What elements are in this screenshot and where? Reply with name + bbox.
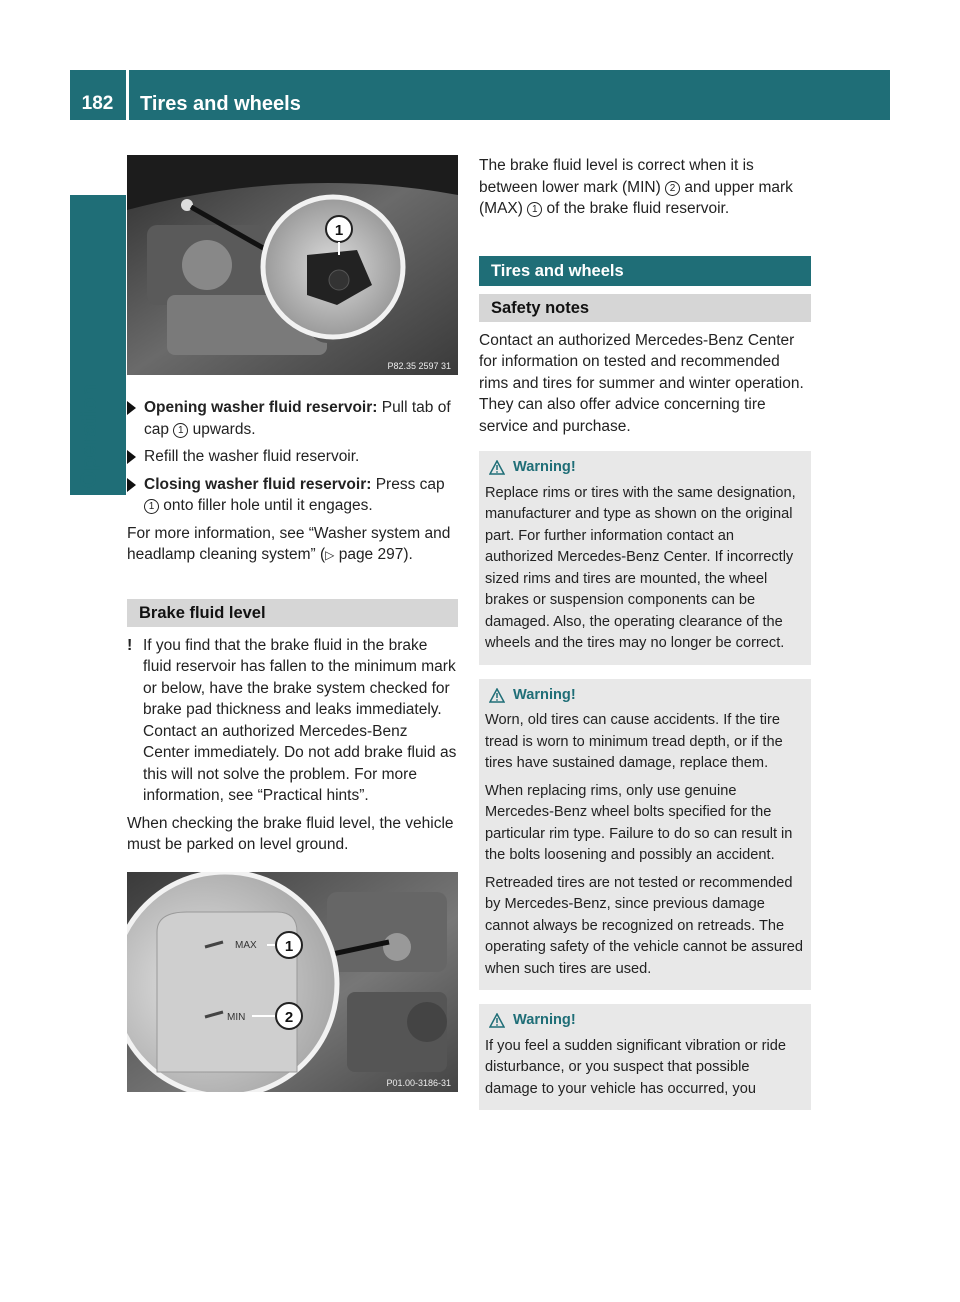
step-open-reservoir: Opening washer fluid reservoir: Pull tab of cap 1 upwards.	[127, 397, 458, 440]
safety-notes-text: Contact an authorized Mercedes-Benz Center for information on tested and recommended rims and tires for summer and winter operation. They can also offer advice concerning tire service and purchase.	[479, 331, 804, 435]
svg-text:MAX: MAX	[235, 939, 257, 951]
warning-box-1: Warning! Replace rims or tires with the same designation, manufacturer and type as shown on the original part. For further information contact an authorized Mercedes-Benz Center. If incorrectly sized rims and tires are mounted, the wheel brakes or suspension components can be damaged. Also, the operating clearance of the wheels and the tires may no longer be correct.	[479, 451, 811, 665]
warning-triangle-icon	[489, 688, 505, 703]
callout-1: 1	[173, 423, 188, 438]
warning-heading: Warning!	[485, 685, 805, 707]
brake-reservoir-photo	[127, 872, 458, 1092]
tires-wheels-heading: Tires and wheels	[479, 256, 811, 286]
page-title: Tires and wheels	[140, 93, 301, 115]
header-divider	[126, 70, 129, 120]
brake-note: ! If you find that the brake fluid in the brake fluid reservoir has fallen to the minimum mark or below, have the brake system checked for brake pad thickness and leaks immediately. Contact an authorized Mercedes-Benz Center immediately. Do not add brake fluid as this will not solve the problem. For more information, see “Practical hints”.	[127, 636, 457, 804]
svg-text:1: 1	[334, 222, 344, 239]
svg-text:2: 2	[284, 1008, 294, 1026]
step-refill: Refill the washer fluid reservoir.	[127, 446, 458, 468]
brake-check-text: When checking the brake fluid level, the vehicle must be parked on level ground.	[127, 814, 454, 853]
brake-fluid-heading: Brake fluid level	[127, 599, 458, 627]
warning-heading: Warning!	[485, 457, 805, 479]
step-arrow-icon	[127, 450, 136, 464]
page-number: 182	[81, 93, 114, 114]
side-tab-label: Operation	[76, 384, 101, 488]
page-ref-link[interactable]: page 297).	[334, 546, 413, 563]
warning-heading: Warning!	[485, 1010, 805, 1032]
warning-box-3: Warning! If you feel a sudden significant vibration or ride disturbance, or you suspect that possible damage to your vehicle has occurred, you	[479, 1004, 811, 1110]
warning-box-2: Warning! Worn, old tires can cause accidents. If the tire tread is worn to minimum tread depth, or if the tires have sustained damage, replace them. When replacing rims, only use genuine Mercedes-Benz wheel bolts specified for the particular rim type. Failure to do so can result in the bolts loosening and possibly an accident. Retreaded tires are not tested or recommended by Mercedes-Benz, since previous damage cannot always be recognized on retreads. The operating safety of the vehicle cannot be assured when such tires are used.	[479, 679, 811, 991]
page-ref-arrow-icon: ▷	[325, 548, 335, 562]
callout-2: 2	[665, 181, 680, 196]
safety-notes-heading: Safety notes	[479, 294, 811, 322]
callout-1: 1	[144, 499, 159, 514]
right-column	[479, 155, 811, 1122]
more-info-text: For more information, see “Washer system and headlamp cleaning system” (▷ page 297).	[127, 524, 451, 563]
svg-text:MIN: MIN	[227, 1011, 246, 1023]
callout-1: 1	[527, 202, 542, 217]
warning-triangle-icon	[489, 1013, 505, 1028]
brake-level-text: The brake fluid level is correct when it is between lower mark (MIN) 2 and upper mark (MAX) 1 of the brake fluid reservoir.	[479, 157, 793, 217]
step-arrow-icon	[127, 478, 136, 492]
exclamation-icon: !	[127, 636, 133, 654]
step-arrow-icon	[127, 401, 136, 415]
step-close-reservoir: Closing washer fluid reservoir: Press cap 1 onto filler hole until it engages.	[127, 474, 458, 517]
washer-reservoir-photo	[127, 155, 458, 375]
svg-text:P82.35 2597 31: P82.35 2597 31	[387, 361, 451, 371]
warning-triangle-icon	[489, 460, 505, 475]
svg-text:1: 1	[284, 937, 294, 955]
left-column	[127, 155, 458, 1092]
svg-text:P01.00-3186-31: P01.00-3186-31	[386, 1077, 451, 1088]
